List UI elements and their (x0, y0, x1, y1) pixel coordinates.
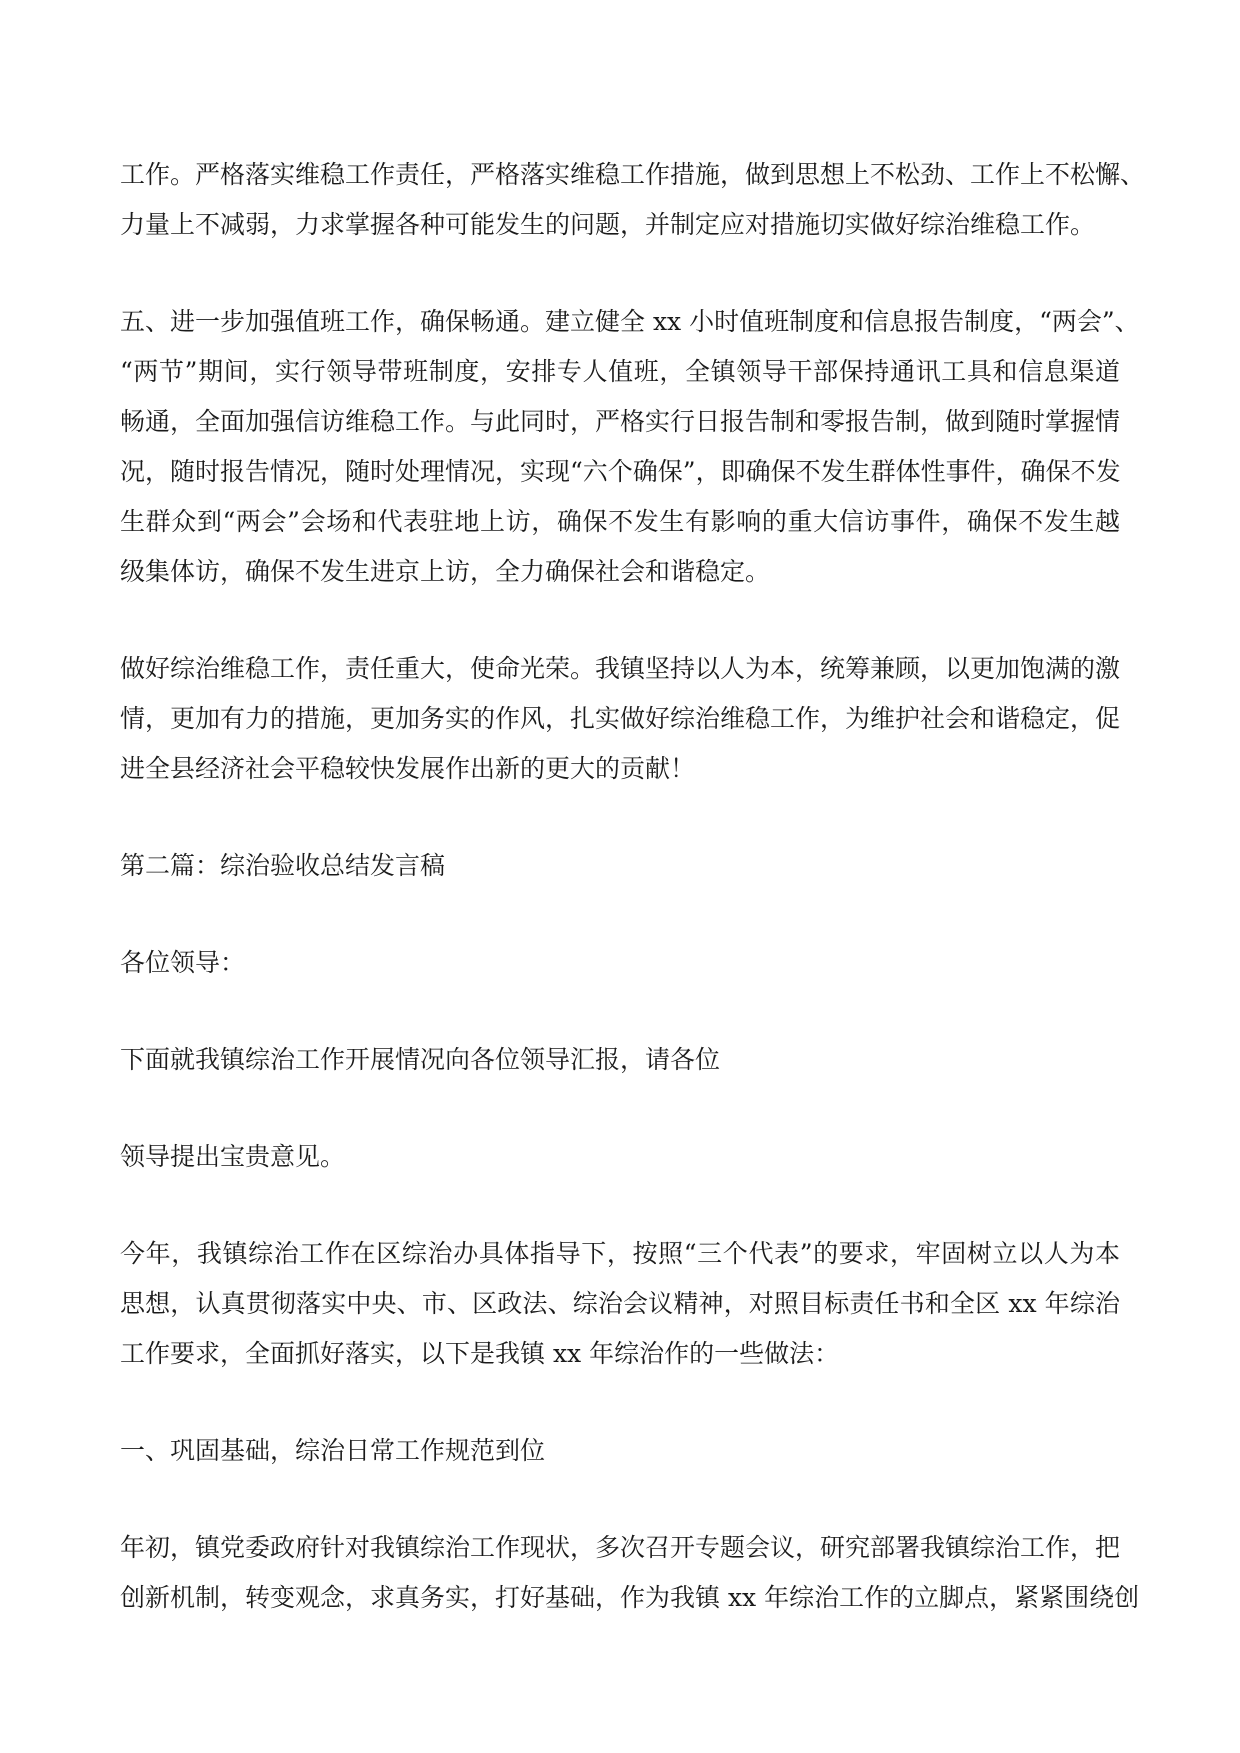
paragraph-duty-work (120, 297, 1140, 597)
paragraph-this-year (120, 1229, 1120, 1379)
heading-consolidate-foundation (120, 1426, 1120, 1476)
text-line: 年初，镇党委政府针对我镇综治工作现状，多次召开专题会议，研究部署我镇综治工作，把 (120, 1533, 1121, 1562)
text-line: 思想，认真贯彻落实中央、市、区政法、综治会议精神，对照目标责任书和全区 xx 年综治 (120, 1289, 1120, 1318)
paragraph-conclusion (120, 644, 1120, 794)
section-title-second-article (120, 841, 1120, 891)
text-line: 况，随时报告情况，随时处理情况，实现“六个确保”，即确保不发生群体性事件，确保不发 (120, 457, 1121, 486)
text-line: 生群众到“两会”会场和代表驻地上访，确保不发生有影响的重大信访事件，确保不发生越 (120, 507, 1120, 536)
salutation (120, 938, 1120, 988)
paragraph-beginning-of-year (120, 1523, 1140, 1623)
text-line: 一、巩固基础，综治日常工作规范到位 (120, 1436, 546, 1465)
text-line: 力量上不减弱，力求掌握各种可能发生的问题，并制定应对措施切实做好综治维稳工作。 (120, 210, 1096, 239)
text-line: 进全县经济社会平稳较快发展作出新的更大的贡献！ (120, 754, 696, 783)
text-line: 级集体访，确保不发生进京上访，全力确保社会和谐稳定。 (120, 557, 771, 586)
text-line: 畅通，全面加强信访维稳工作。与此同时，严格实行日报告制和零报告制，做到随时掌握情 (120, 407, 1121, 436)
text-line: 下面就我镇综治工作开展情况向各位领导汇报，请各位 (120, 1045, 721, 1074)
text-line: “两节”期间，实行领导带班制度，安排专人值班，全镇领导干部保持通讯工具和信息渠道 (120, 357, 1120, 386)
text-line: 今年，我镇综治工作在区综治办具体指导下，按照“三个代表”的要求，牢固树立以人为本 (120, 1239, 1120, 1268)
text-line: 工作要求，全面抓好落实，以下是我镇 xx 年综治作的一些做法： (120, 1339, 840, 1368)
text-line: 领导提出宝贵意见。 (120, 1142, 346, 1171)
text-line: 情，更加有力的措施，更加务实的作风，扎实做好综治维稳工作，为维护社会和谐稳定，促 (120, 704, 1121, 733)
text-line: 工作。严格落实维稳工作责任，严格落实维稳工作措施，做到思想上不松劲、工作上不松懈、 (120, 160, 1146, 189)
text-line: 五、进一步加强值班工作，确保畅通。建立健全 xx 小时值班制度和信息报告制度，“两会”、 (120, 307, 1140, 336)
text-line: 各位领导： (120, 948, 246, 977)
document-body (120, 150, 1146, 1623)
paragraph-report-intro (120, 1035, 1120, 1085)
paragraph-stability-measures (120, 150, 1146, 250)
text-line: 创新机制，转变观念，求真务实，打好基础，作为我镇 xx 年综治工作的立脚点，紧紧围绕创 (120, 1583, 1140, 1612)
text-line: 第二篇：综治验收总结发言稿 (120, 851, 446, 880)
paragraph-request-opinions (120, 1132, 1120, 1182)
text-line: 做好综治维稳工作，责任重大，使命光荣。我镇坚持以人为本，统筹兼顾，以更加饱满的激 (120, 654, 1121, 683)
